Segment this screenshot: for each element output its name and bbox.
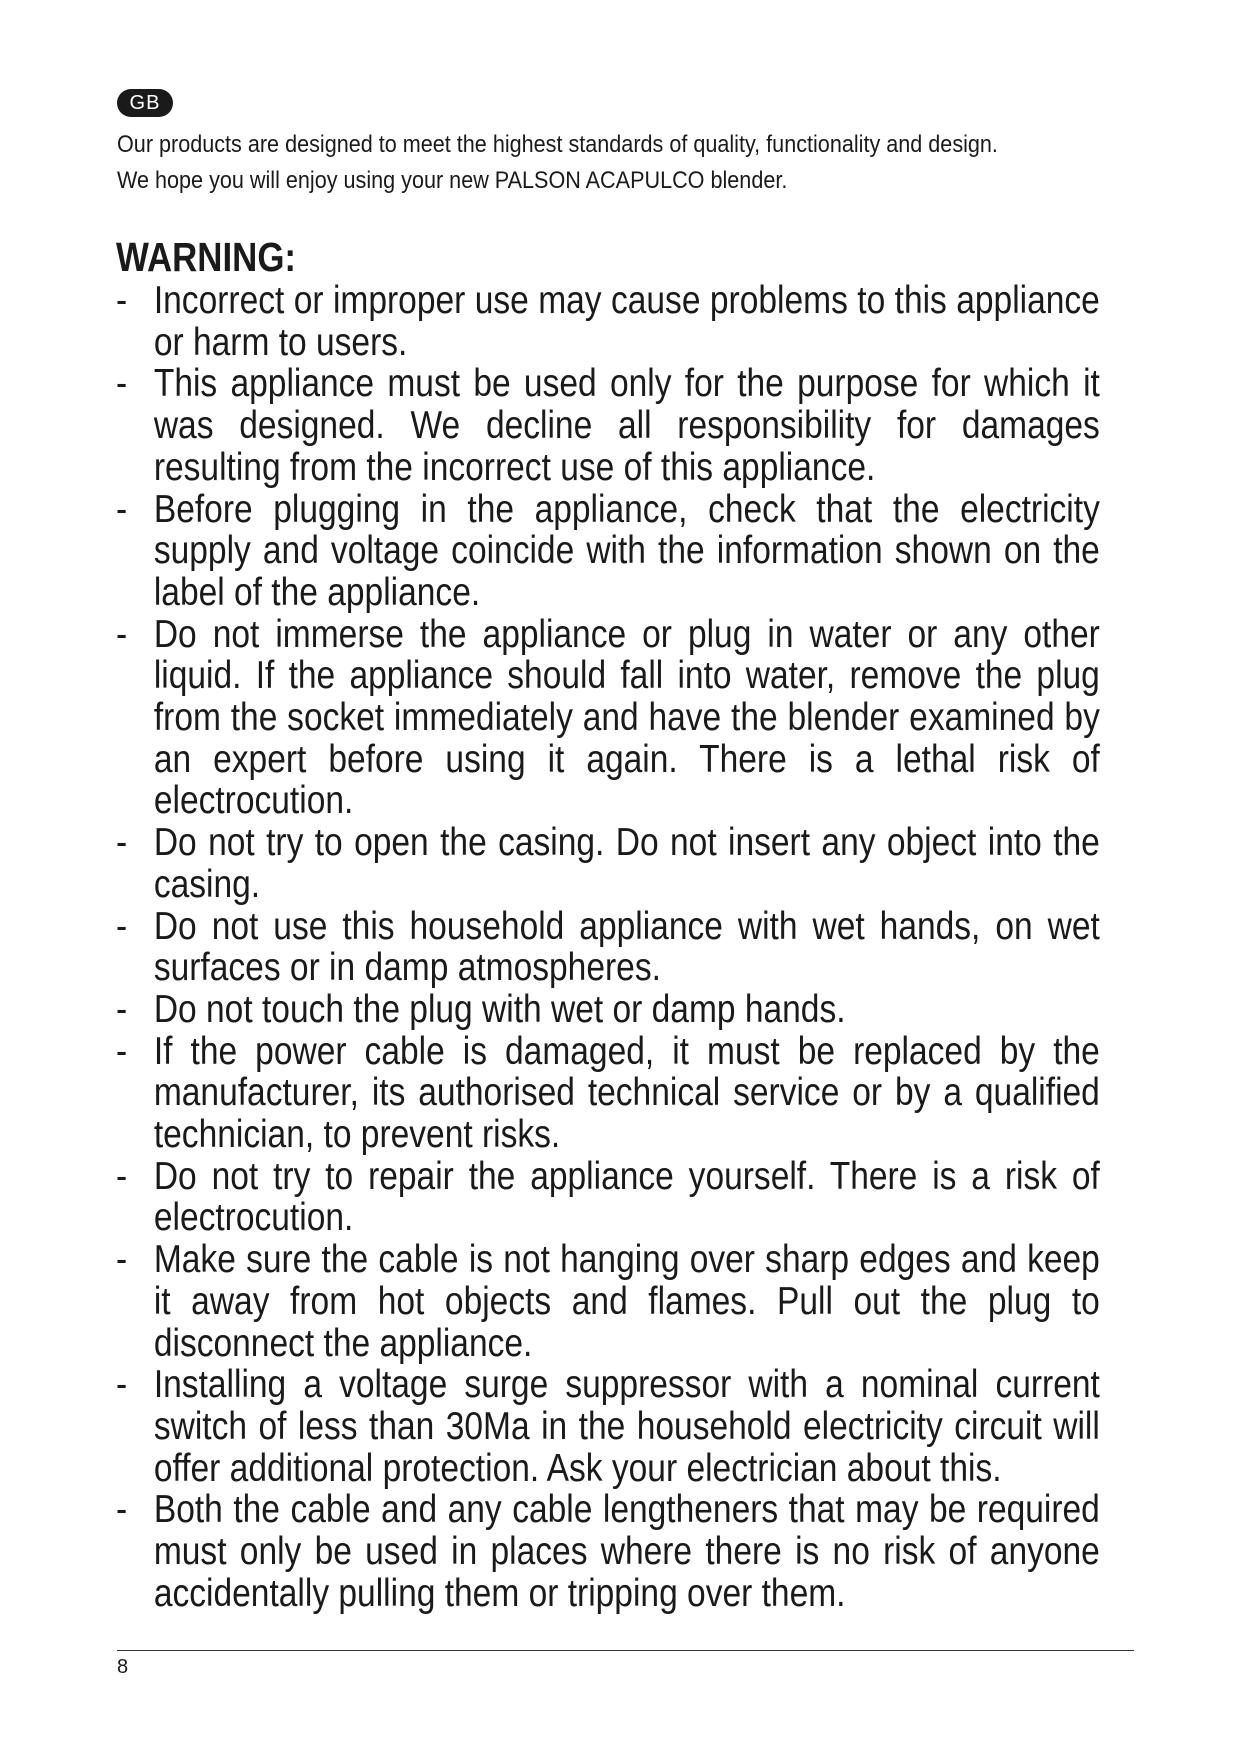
warning-item <box>116 1239 1100 1364</box>
bullet-dash: - <box>116 362 128 406</box>
warning-list <box>116 279 1100 1615</box>
warning-text: Make sure the cable is not hanging over sharp edges and keep it away from hot objects and flames. Pull out the plug to disconnect the appliance. <box>153 1238 1100 1365</box>
bullet-dash: - <box>116 1488 128 1532</box>
bullet-dash: - <box>116 1029 128 1073</box>
bullet-dash: - <box>116 904 128 948</box>
bullet-dash: - <box>116 1238 128 1282</box>
warning-item <box>116 989 1100 1031</box>
warning-item <box>116 1489 1100 1614</box>
warning-item <box>116 280 1100 363</box>
warning-text: Do not try to open the casing. Do not insert any object into the casing. <box>153 821 1100 906</box>
warning-text: Do not try to repair the appliance yourself. There is a risk of electrocution. <box>153 1154 1100 1240</box>
warning-heading: WARNING: <box>116 234 297 280</box>
warning-text: Incorrect or improper use may cause problems to this appliance or harm to users. <box>153 279 1100 364</box>
warning-item <box>116 1031 1100 1156</box>
warning-text: This appliance must be used only for the purpose for which it was designed. We decline all responsibility for damages resulting from the incorrect use of this appliance. <box>153 362 1100 489</box>
warning-item <box>116 822 1100 905</box>
warning-item <box>116 906 1100 989</box>
bullet-dash: - <box>116 612 128 656</box>
bullet-dash: - <box>116 487 128 531</box>
warning-text: Both the cable and any cable lengtheners that may be required must only be used in places where there is no risk of anyone accidentally pulling them or tripping over them. <box>153 1488 1100 1615</box>
warning-text: Do not immerse the appliance or plug in water or any other liquid. If the appliance should fall into water, remove the plug from the socket immediately and have the blender examined by an expert before using it again. There is a lethal risk of electrocution. <box>153 612 1100 823</box>
warning-text: If the power cable is damaged, it must be replaced by the manufacturer, its authorised technical service or by a qualified technician, to prevent risks. <box>153 1029 1100 1157</box>
warning-text: Do not touch the plug with wet or damp hands. <box>153 987 846 1031</box>
language-badge: GB <box>117 89 173 117</box>
warning-item <box>116 1156 1100 1239</box>
warning-item <box>116 614 1100 823</box>
warning-item <box>116 489 1100 614</box>
footer-divider <box>117 1650 1134 1651</box>
bullet-dash: - <box>116 279 128 322</box>
warning-text: Installing a voltage surge suppressor with a nominal current switch of less than 30Ma in the household electricity circuit will offer additional protection. Ask your electrician about this. <box>153 1363 1100 1490</box>
warning-item <box>116 363 1100 488</box>
bullet-dash: - <box>116 1363 128 1407</box>
bullet-dash: - <box>116 1154 128 1198</box>
intro-line-2: We hope you will enjoy using your new PALSON ACAPULCO blender. <box>117 167 788 194</box>
page-number: 8 <box>117 1656 129 1678</box>
warning-text: Before plugging in the appliance, check that the electricity supply and voltage coincide with the information shown on the label of the appliance. <box>153 487 1100 614</box>
bullet-dash: - <box>116 987 128 1031</box>
warning-item <box>116 1364 1100 1489</box>
warning-text: Do not use this household appliance with wet hands, on wet surfaces or in damp atmospheres. <box>153 904 1100 990</box>
intro-line-1: Our products are designed to meet the highest standards of quality, functionality and design. <box>117 131 998 158</box>
bullet-dash: - <box>116 821 128 865</box>
